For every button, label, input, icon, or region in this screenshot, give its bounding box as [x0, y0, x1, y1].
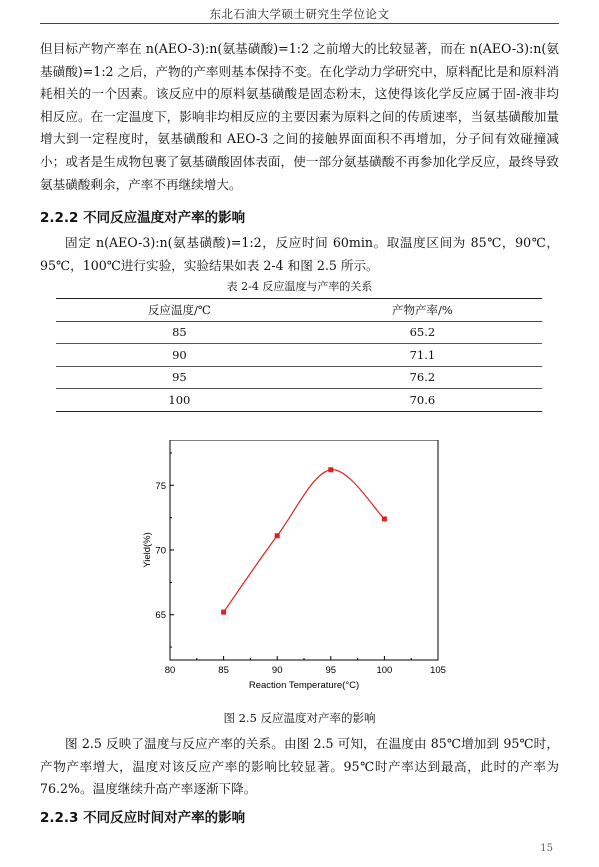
header-rule	[40, 23, 559, 24]
table-cell: 70.6	[303, 389, 542, 412]
plot-frame	[170, 440, 438, 660]
table-row	[56, 344, 542, 367]
temperature-yield-table	[56, 298, 542, 412]
paragraph-3: 图 2.5 反映了温度与反应产率的关系。由图 2.5 可知，在温度由 85℃增加到 95℃时，产物产率增大，温度对该反应产率的影响比较显著。95℃时产率达到最高，此时的产率为 76.2%。温度继续升高产率逐渐下降。	[40, 736, 559, 797]
section-heading-2-2-3: 2.2.3 不同反应时间对产率的影响	[40, 810, 246, 826]
data-point	[221, 610, 226, 615]
series-line	[224, 470, 385, 612]
data-point	[328, 467, 333, 472]
page-number: 15	[540, 843, 553, 854]
x-tick-label: 80	[164, 665, 176, 676]
data-point	[382, 516, 387, 521]
table-caption: 表 2-4 反应温度与产率的关系	[226, 280, 373, 293]
data-point	[275, 533, 280, 538]
y-tick-label: 70	[155, 545, 166, 557]
yield-vs-temperature-chart	[140, 440, 460, 705]
x-tick-label: 105	[430, 665, 446, 676]
x-tick-label: 90	[271, 665, 283, 676]
table-cell: 65.2	[303, 321, 542, 344]
running-header: 东北石油大学硕士研究生学位论文	[209, 7, 390, 21]
table-header-row	[56, 299, 542, 322]
table-cell: 100	[56, 389, 303, 412]
x-tick-label: 85	[218, 665, 229, 676]
y-tick-label: 65	[155, 610, 166, 622]
table-cell: 85	[56, 321, 303, 344]
table-row	[56, 389, 542, 412]
x-tick-label: 95	[325, 665, 337, 676]
table-cell: 71.1	[303, 344, 542, 367]
table-header-cell: 反应温度/℃	[56, 299, 303, 322]
table-cell: 90	[56, 344, 303, 367]
table-row	[56, 321, 542, 344]
paragraph-1: 但目标产物产率在 n(AEO-3):n(氨基磺酸)=1:2 之前增大的比较显著，而在 n(AEO-3):n(氨基磺酸)=1:2 之后，产物的产率则基本保持不变。在化学动力学研究中，原料配比是和原料消耗相关的一个因素。该反应中的原料氨基磺酸是固态粉末，这使得该化学反应属于固-液非均相反应。在一定温度下，影响非均相反应的主要因素为原料之间的传质速率，当氨基磺酸加量增大到一定程度时，氨基磺酸和 AEO-3 之间的接触界面面积不再增加，分子间有效碰撞减小；或者是生成物包裹了氨基磺酸固体表面，使一部分氨基磺酸不再参加化学反应，最终导致氨基磺酸剩余，产率不再继续增大。	[40, 41, 559, 192]
paragraph-2: 固定 n(AEO-3):n(氨基磺酸)=1:2，反应时间 60min。取温度区间为 85℃，90℃，95℃，100℃进行实验，实验结果如表 2-4 和图 2.5 所示。	[40, 235, 559, 273]
table-cell: 95	[56, 366, 303, 389]
y-tick-label: 75	[155, 480, 166, 492]
table-cell: 76.2	[303, 366, 542, 389]
x-axis-label: Reaction Temperature(°C)	[248, 680, 360, 691]
table-row	[56, 366, 542, 389]
figure-caption: 图 2.5 反应温度对产率的影响	[223, 711, 376, 725]
section-heading-2-2-2: 2.2.2 不同反应温度对产率的影响	[40, 210, 246, 226]
y-axis-label: Yield(%)	[142, 532, 153, 568]
x-tick-label: 100	[376, 665, 393, 676]
table-header-cell: 产物产率/%	[303, 299, 542, 322]
